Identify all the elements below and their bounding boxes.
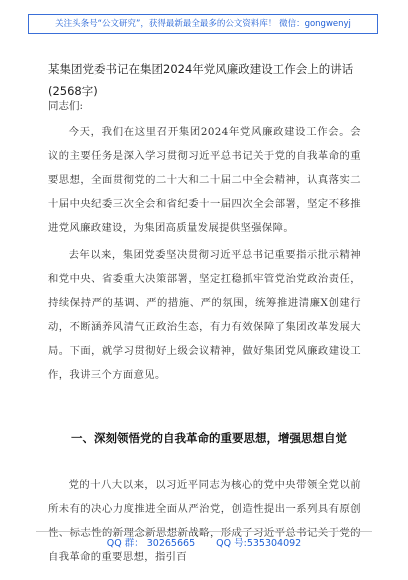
footer-divider	[36, 531, 372, 532]
promo-banner: 关注头条号“公文研究”，获得最新最全最多的公文资料库！ 微信：gongwenyj	[28, 14, 378, 34]
footer-qq-number: QQ 号:535304092	[216, 538, 302, 549]
paragraph-2: 去年以来，集团党委坚决贯彻习近平总书记重要指示批示精神和党中央、省委重大决策部署，坚定扛稳抓牢管党治党政治责任，持续保持严的基调、严的措施、严的氛围，统筹推进清廉X创建行动，不断涵养风清气正政治生态，有力有效保障了集团改革发展大局。下面，就学习贯彻好上级会议精神，做好集团党风廉政建设工作，我讲三个方面意见。	[48, 249, 361, 381]
document-title: 某集团党委书记在集团2024年党风廉政建设工作会上的讲话(2568字)	[48, 62, 354, 98]
greeting: 同志们:	[48, 100, 84, 112]
paragraph-3: 党的十八大以来，以习近平同志为核心的党中央带领全党以前所未有的决心力度推进全面从严治党，创造性提出一系列具有原创性、标志性的新理念新思想新战略，形成了习近平总书记关于党的自我革命的重要思想，指引百	[48, 479, 361, 563]
footer	[0, 535, 408, 549]
paragraph-1: 今天，我们在这里召开集团2024年党风廉政建设工作会。会议的主要任务是深入学习贯彻习近平总书记关于党的自我革命的重要思想，全面贯彻党的二十大和二十届二中全会精神，认真落实二十届中央纪委三次全会和省纪委十一届四次全会部署，坚定不移推进党风廉政建设，为集团高质量发展提供坚强保障。	[48, 126, 361, 234]
footer-qq-group: QQ 群： 30265665	[106, 538, 196, 549]
section-heading-1: 一、深刻领悟党的自我革命的重要思想，增强思想自觉	[71, 431, 347, 445]
